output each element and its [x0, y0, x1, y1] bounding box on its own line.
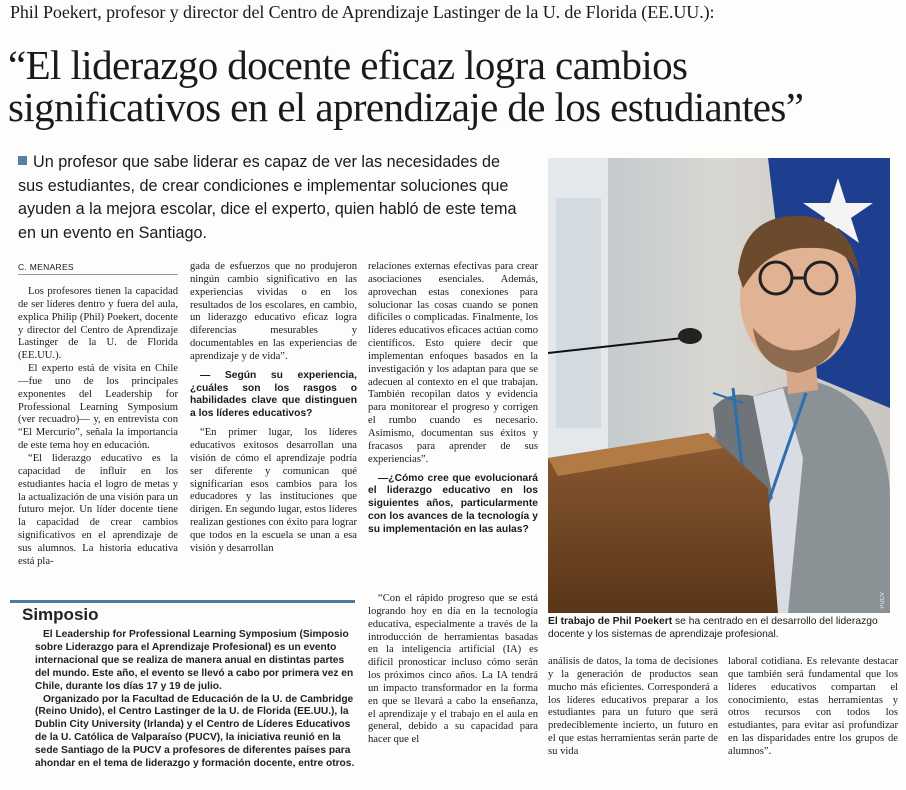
column-4	[548, 656, 718, 759]
byline: C. MENARES	[18, 262, 178, 275]
sidebar-paragraph: Organizado por la Facultad de Educación de la U. de Cambridge (Reino Unido), el Centro Lastinger de la U. de Florida (EE.UU.), la Dublin City University (Irlanda) y el Centro de Líderes Educativos de la U. Católica de Valparaíso (PUCV), la iniciativa reunió en la sede Santiago de la PUCV a profesores de diferentes países para ahondar en el tema de liderazgo y formación docente, entre otros.	[35, 693, 355, 770]
column-3	[368, 261, 538, 537]
kicker: Phil Poekert, profesor y director del Centro de Aprendizaje Lastinger de la U. de Florida (EE.UU.):	[10, 2, 715, 22]
paragraph: “En primer lugar, los líderes educativos exitosos desarrollan una visión de cómo el aprendizaje podría ser diferente y comunican qué significarían esos cambios para los educadores y las instituciones que dirigen. En segundo lugar, estos líderes realizan gestiones con éxito para lograr que todos en la escuela se unan a esa visión y desarrollan	[190, 427, 357, 554]
photo-caption	[548, 615, 890, 641]
paragraph: “Con el rápido progreso que se está logrando hoy en día en la tecnología educativa, especialmente a través de la introducción de herramientas basadas en la inteligencia artificial (IA) es difícil pronosticar incluso cómo serán los próximos cinco años. La IA tendrá un impacto transformador en la forma en que se llevará a cabo la enseñanza, el aprendizaje y el trabajo en el aula en general, debido a su capacidad para hacer que el	[368, 593, 538, 746]
interview-question: — Según su experiencia, ¿cuáles son los rasgos o habilidades clave que distinguen a los líderes educativos?	[190, 369, 357, 420]
sidebar-title: Simposio	[22, 605, 99, 624]
column-2	[190, 261, 357, 556]
column-1	[18, 286, 178, 569]
paragraph: El experto está de visita en Chile —fue uno de los principales exponentes del Leadership for Professional Learning Symposium (ver recuadro)— y, en entrevista con “El Mercurio”, señala la importancia de este tema hoy en educación.	[18, 363, 178, 452]
interview-question: —¿Cómo cree que evolucionará el liderazgo educativo en los siguientes años, particularmente con los avances de la tecnología y su implementación en las aulas?	[368, 472, 538, 535]
speaker-photo	[548, 158, 890, 613]
column-3-continued	[368, 593, 538, 747]
speaker-illustration	[548, 158, 890, 613]
photo-credit: PUCV	[880, 592, 886, 609]
sidebar-paragraph: El Leadership for Professional Learning Symposium (Simposio sobre Liderazgo para el Aprendizaje Profesional) es un evento internacional que se realiza de manera anual en distintas partes del mundo. Este año, el evento se llevó a cabo por primera vez en Chile, durante los días 17 y 19 de julio.	[35, 629, 354, 692]
paragraph: gada de esfuerzos que no produjeron ningún cambio significativo en las experiencias vividas o en los resultados de los escolares, en cambio, un liderazgo educativo eficaz logra diferencias mesurables y documentables en las experiencias de aprendizaje y de vida”.	[190, 261, 357, 362]
paragraph: laboral cotidiana. Es relevante destacar que también será fundamental que los líderes educativos compartan el conocimiento, estas herramientas y otros recursos con todos los estudiantes, para evitar así profundizar en las disparidades entre los grupos de alumnos”.	[728, 656, 898, 757]
headline: “El liderazgo docente eficaz logra cambios significativos en el aprendizaje de los estudiantes”	[8, 42, 804, 130]
lead-paragraph	[18, 151, 528, 245]
paragraph: análisis de datos, la toma de decisiones y la generación de productos sean mucho más eficientes. Corresponderá a los líderes educativos preparar a los estudiantes para un futuro que será predeciblemente incierto, un futuro en el que estas herramientas serán parte de su vida	[548, 656, 718, 757]
caption-bold: El trabajo de Phil Poekert	[548, 616, 673, 627]
sidebar-box	[10, 600, 355, 771]
paragraph: relaciones externas efectivas para crear asociaciones esenciales. Además, aprovechan estas conexiones para solucionar las cosas cuando se ponen difíciles o complicadas. Finalmente, los líderes educativos eficaces actúan como científicos. Esto quiere decir que implementan enfoques basados en la investigación y los adaptan para que se adecuen al contexto en el que trabajan. También recopilan datos y evidencia para monitorear el progreso y corrigen el rumbo cuando es necesario. Asimismo, documentan sus éxitos y fracasos para aprender de sus experiencias”.	[368, 261, 538, 465]
lead-text: Un profesor que sabe liderar es capaz de ver las necesidades de sus estudiantes, de crear condiciones e implementar soluciones que ayuden a la mejora escolar, dice el experto, quien habló de este tema en un evento en Santiago.	[18, 153, 517, 242]
caption-text: se ha centrado en el desarrollo del liderazgo docente y los sistemas de aprendizaje profesional.	[548, 616, 878, 640]
column-5	[728, 656, 898, 759]
square-bullet-icon	[18, 156, 27, 165]
paragraph: Los profesores tienen la capacidad de ser líderes dentro y fuera del aula, explica Philip (Phil) Poekert, docente y director del Centro de Aprendizaje Lastinger de la U. de Florida (EE.UU.).	[18, 286, 178, 362]
paragraph: “El liderazgo educativo es la capacidad de influir en los estudiantes hacia el logro de metas y la actualización de una visión para un futuro mejor. Un líder docente tiene la capacidad de crear cambios significativos en el aprendizaje de sus alumnos. La historia educativa está pla-	[18, 452, 178, 567]
